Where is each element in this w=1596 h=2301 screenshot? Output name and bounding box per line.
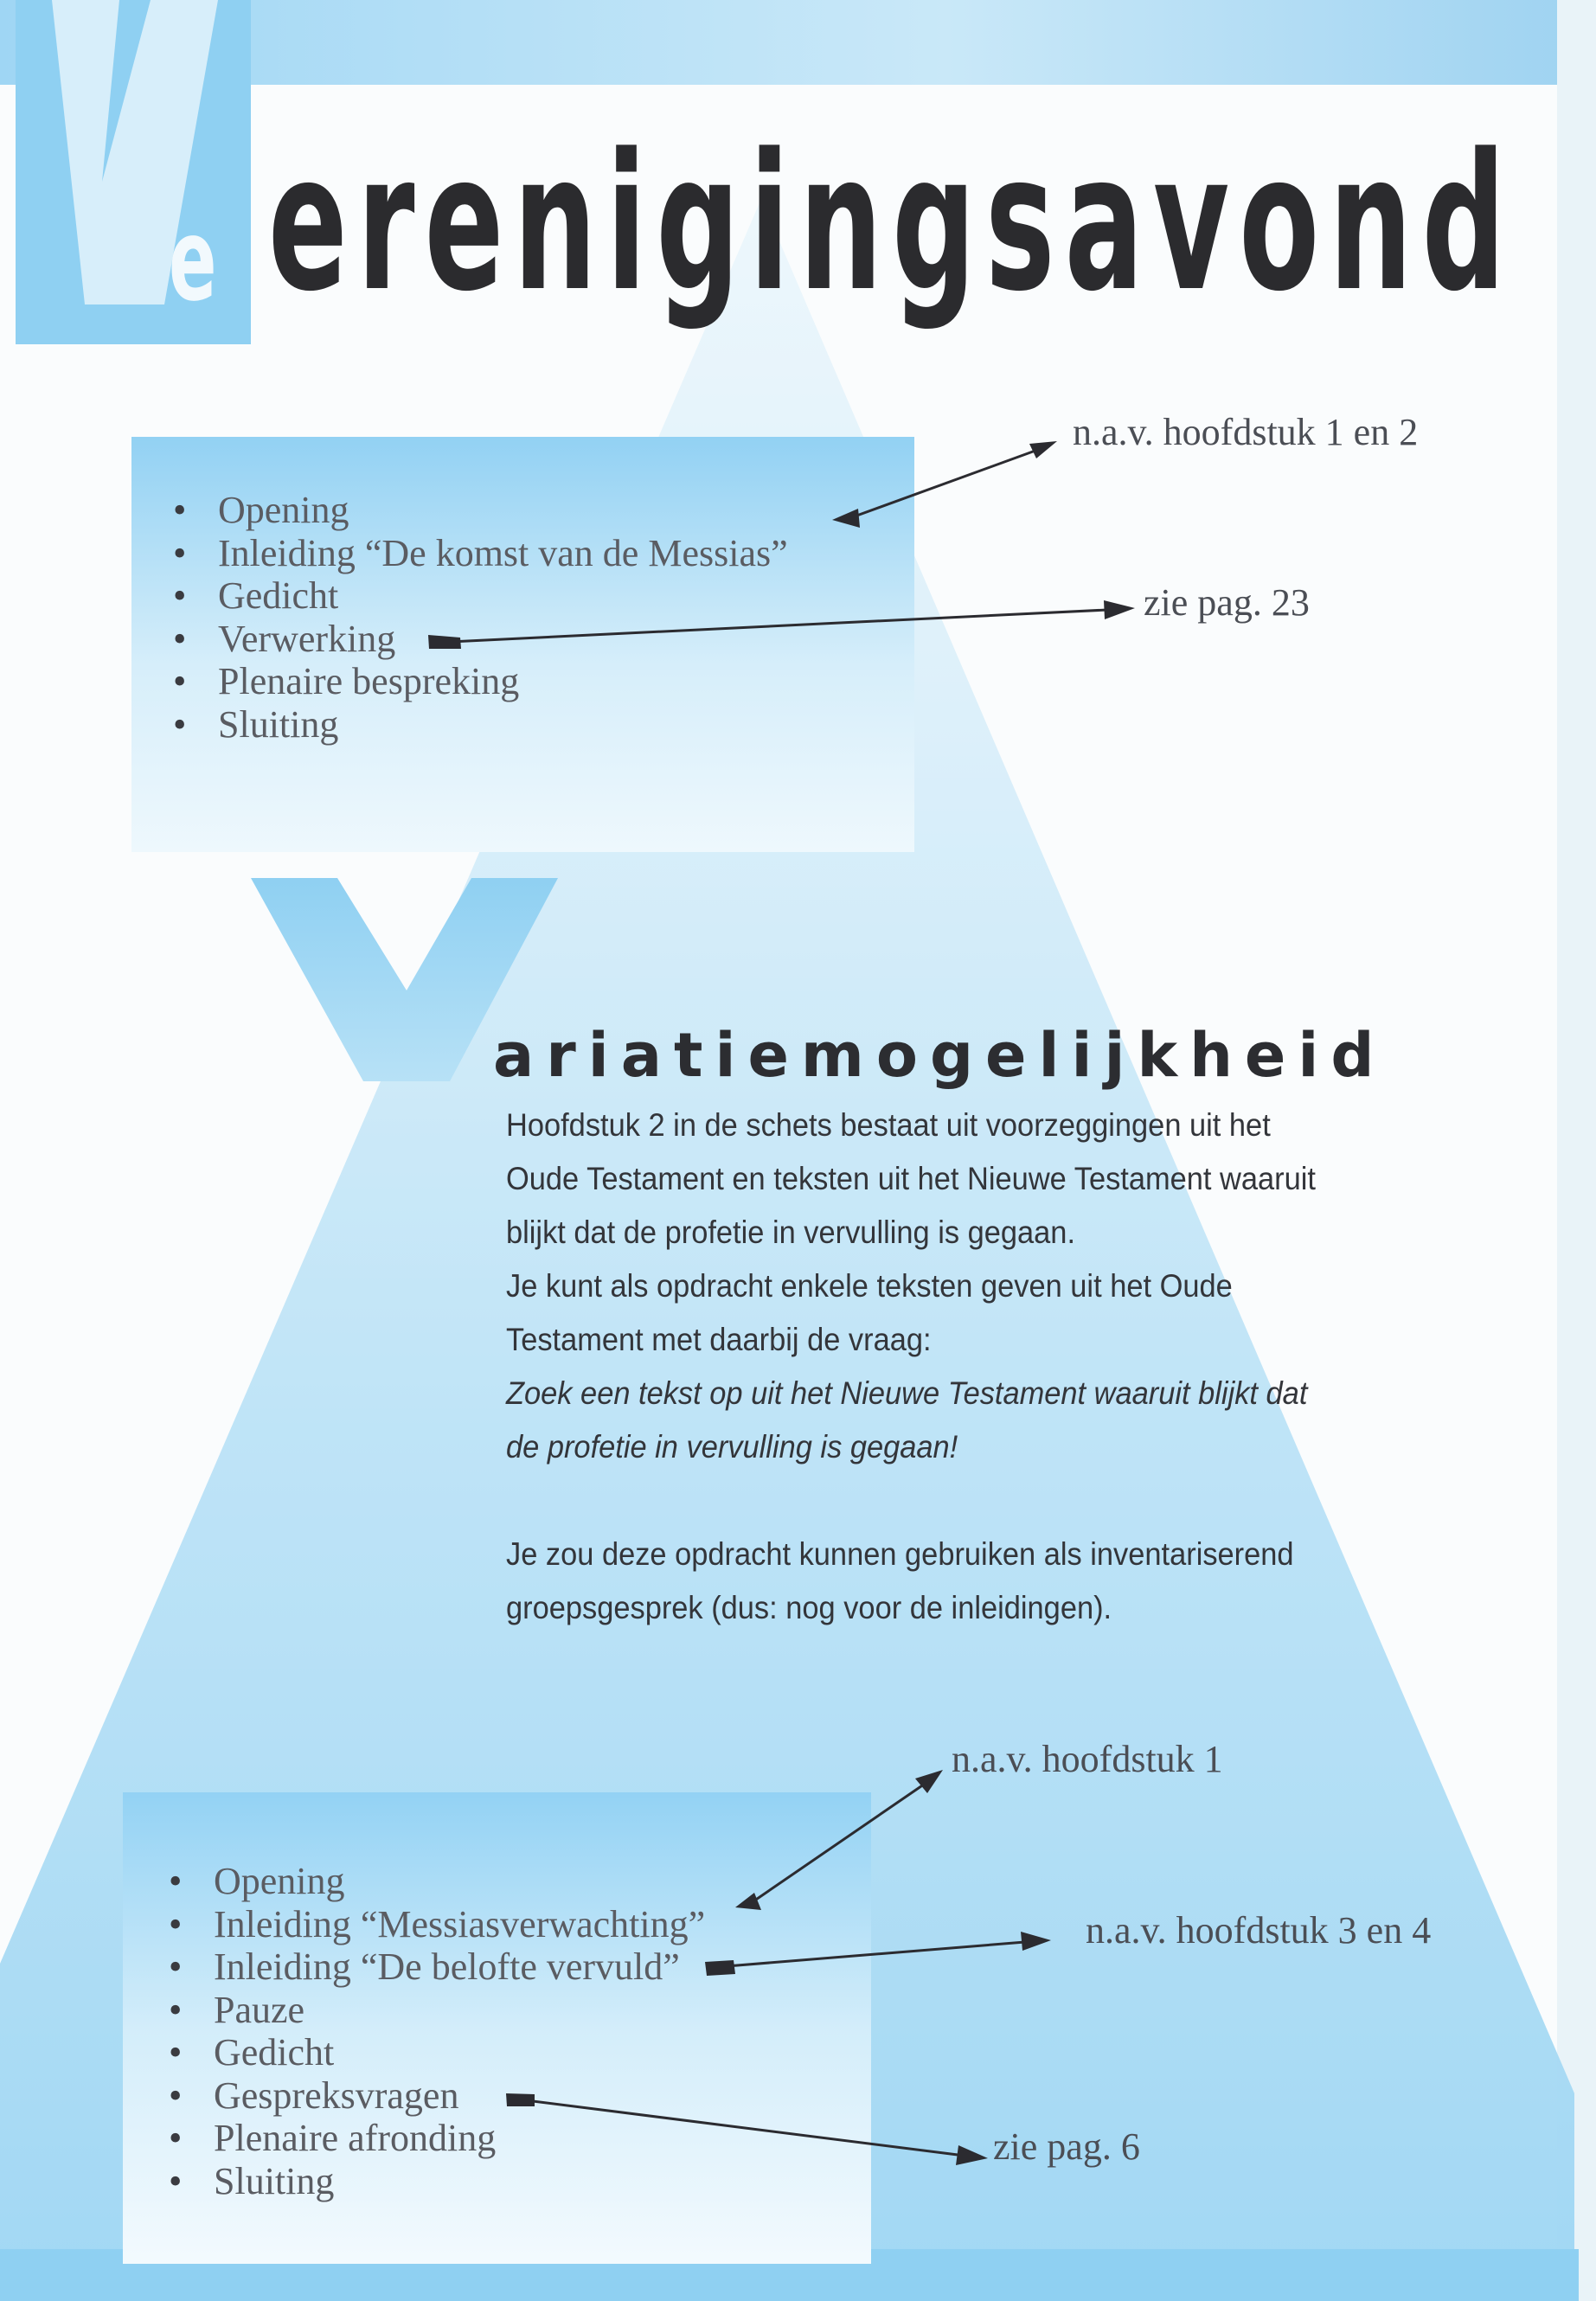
arrow-tail-icon bbox=[428, 635, 461, 649]
arrowhead-icon bbox=[1104, 600, 1135, 619]
arrow-1 bbox=[852, 448, 1042, 517]
note-chapter-3-4: n.a.v. hoofdstuk 3 en 4 bbox=[1086, 1909, 1432, 1952]
title-variatiemogelijkheid: ariatiemogelijkheid bbox=[493, 1020, 1387, 1091]
arrowhead-icon bbox=[915, 1770, 943, 1793]
list-item: • Gedicht bbox=[169, 2031, 705, 2074]
list-item: • Opening bbox=[173, 489, 788, 532]
body-line: Oude Testament en teksten uit het Nieuwe Testament waaruit bbox=[506, 1161, 1316, 1196]
title-verenigingsavond: erenigingsavond bbox=[268, 114, 1516, 333]
list-item: • Plenaire bespreking bbox=[173, 660, 788, 703]
body-line: groepsgesprek (dus: nog voor de inleidingen). bbox=[506, 1590, 1112, 1625]
question-line: Zoek een tekst op uit het Nieuwe Testament waaruit blijkt dat bbox=[506, 1375, 1308, 1411]
note-chapter-1: n.a.v. hoofdstuk 1 bbox=[952, 1738, 1223, 1780]
question-line: de profetie in vervulling is gegaan! bbox=[506, 1429, 958, 1465]
list-item: • Gespreksvragen bbox=[169, 2074, 705, 2118]
list-item: • Sluiting bbox=[173, 703, 788, 747]
body-line: Hoofdstuk 2 in de schets bestaat uit voorzeggingen uit het bbox=[506, 1107, 1271, 1143]
arrow-3 bbox=[751, 1780, 930, 1903]
list-item: • Inleiding “Messiasverwachting” bbox=[169, 1903, 705, 1946]
body-line: Je kunt als opdracht enkele teksten geven uit het Oude bbox=[506, 1268, 1233, 1304]
note-page-6: zie pag. 6 bbox=[993, 2125, 1140, 2168]
list-item: • Inleiding “De komst van de Messias” bbox=[173, 532, 788, 575]
list-item: • Gedicht bbox=[173, 574, 788, 618]
list-item: • Sluiting bbox=[169, 2160, 705, 2203]
list-item: • Inleiding “De belofte vervuld” bbox=[169, 1945, 705, 1989]
arrow-tail-icon bbox=[705, 1960, 735, 1976]
body-line: Testament met daarbij de vraag: bbox=[506, 1322, 932, 1357]
arrow-tail-icon bbox=[735, 1893, 761, 1910]
body-line: blijkt dat de profetie in vervulling is gegaan. bbox=[506, 1215, 1076, 1250]
arrow-2 bbox=[450, 610, 1107, 642]
body-line: Je zou deze opdracht kunnen gebruiken als inventariserend bbox=[506, 1536, 1294, 1572]
arrow-tail-icon bbox=[506, 2093, 535, 2106]
list-item: • Opening bbox=[169, 1860, 705, 1903]
list-item: • Plenaire afronding bbox=[169, 2117, 705, 2160]
note-chapter-1-2: n.a.v. hoofdstuk 1 en 2 bbox=[1073, 411, 1419, 453]
note-page-23: zie pag. 23 bbox=[1144, 581, 1310, 624]
arrowhead-icon bbox=[956, 2145, 988, 2165]
arrow-tail-icon bbox=[832, 509, 860, 528]
arrow-4 bbox=[727, 1942, 1025, 1966]
arrow-5 bbox=[519, 2099, 965, 2156]
arrowhead-icon bbox=[1029, 441, 1057, 458]
arrowhead-icon bbox=[1021, 1932, 1051, 1951]
list-item: • Verwerking bbox=[173, 618, 788, 661]
list-item: • Pauze bbox=[169, 1989, 705, 2032]
title-e-letter: e bbox=[169, 194, 217, 327]
